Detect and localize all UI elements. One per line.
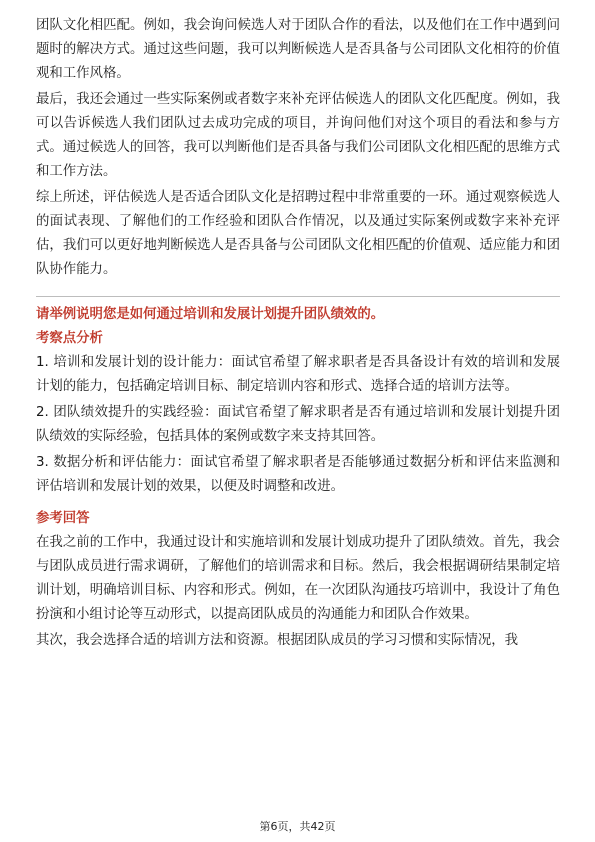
intro-paragraph: 最后，我还会通过一些实际案例或者数字来补充评估候选人的团队文化匹配度。例如，我可以告诉候选人我们团队过去成功完成的项目，并询问他们对这个项目的看法和参与方式。通过候选人的回答，我可以判断他们是否具备与我们公司团队文化相匹配的思维方式和工作方法。 bbox=[36, 92, 560, 179]
analysis-item: 3. 数据分析和评估能力：面试官希望了解求职者是否能够通过数据分析和评估来监测和评估培训和发展计划的效果，以便及时调整和改进。 bbox=[36, 455, 560, 494]
analysis-item: 1. 培训和发展计划的设计能力：面试官希望了解求职者是否具备设计有效的培训和发展计划的能力，包括确定培训目标、制定培训内容和形式、选择合适的培训方法等。 bbox=[36, 355, 560, 394]
analysis-title: 考察点分析 bbox=[36, 331, 103, 346]
intro-paragraph: 综上所述，评估候选人是否适合团队文化是招聘过程中非常重要的一环。通过观察候选人的面试表现、了解他们的工作经验和团队合作情况，以及通过实际案例或数字来补充评估，我们可以更好地判断候选人是否具备与公司团队文化相匹配的价值观、适应能力和团队协作能力。 bbox=[36, 190, 560, 277]
page-number-footer: 第6页，共42页 bbox=[259, 820, 336, 833]
document-page bbox=[36, 14, 560, 653]
answer-paragraph: 在我之前的工作中，我通过设计和实施培训和发展计划成功提升了团队绩效。首先，我会与团队成员进行需求调研，了解他们的培训需求和目标。然后，我会根据调研结果制定培训计划，明确培训目标、内容和形式。例如，在一次团队沟通技巧培训中，我设计了角色扮演和小组讨论等互动形式，以提高团队成员的沟通能力和团队合作效果。 bbox=[36, 535, 560, 622]
intro-paragraph: 团队文化相匹配。例如，我会询问候选人对于团队合作的看法，以及他们在工作中遇到问题时的解决方式。通过这些问题，我可以判断候选人是否具备与公司团队文化相符的价值观和工作风格。 bbox=[36, 18, 560, 81]
answer-paragraph: 其次，我会选择合适的培训方法和资源。根据团队成员的学习习惯和实际情况，我 bbox=[36, 633, 519, 648]
answer-title: 参考回答 bbox=[36, 511, 90, 526]
question-heading: 请举例说明您是如何通过培训和发展计划提升团队绩效的。 bbox=[36, 307, 385, 322]
analysis-item: 2. 团队绩效提升的实践经验：面试官希望了解求职者是否有通过培训和发展计划提升团队绩效的实际经验，包括具体的案例或数字来支持其回答。 bbox=[36, 405, 560, 444]
section-divider bbox=[36, 296, 560, 297]
